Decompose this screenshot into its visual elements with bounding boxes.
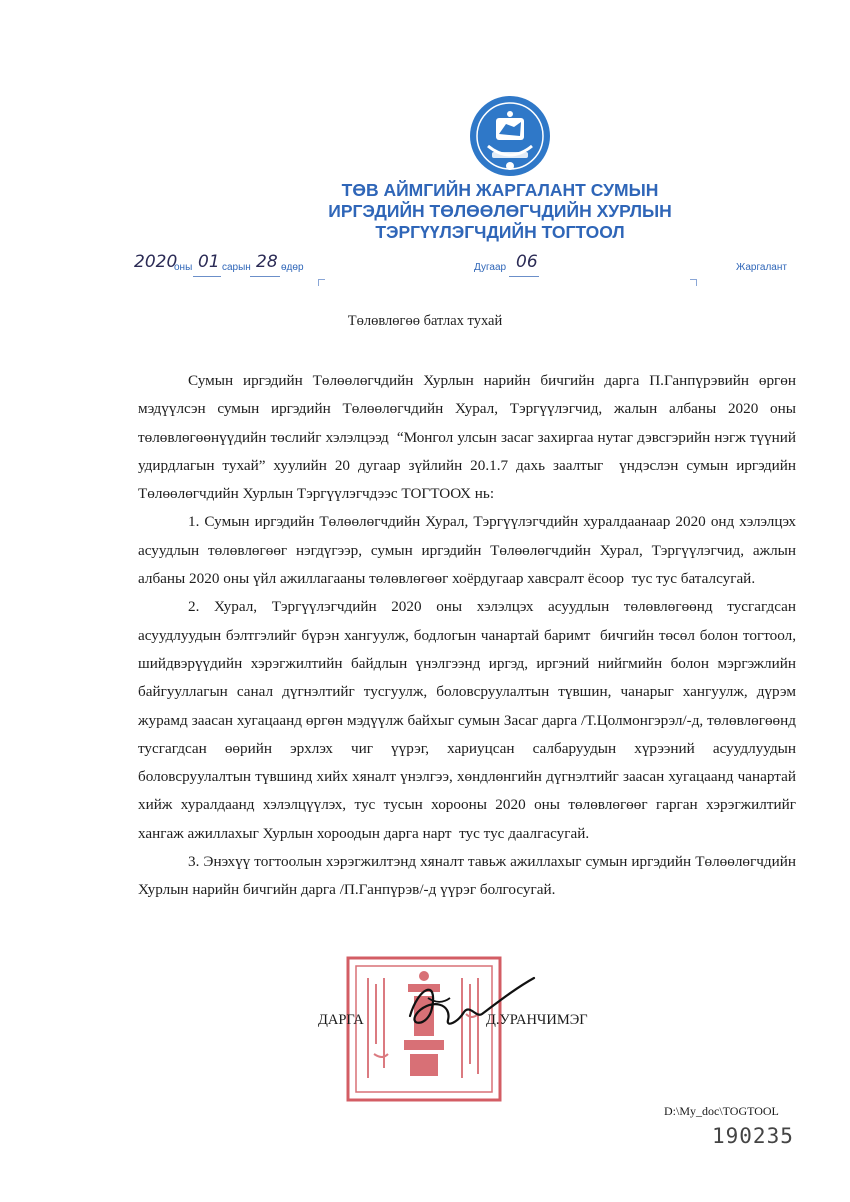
handwritten-number: 06 <box>516 252 538 272</box>
paragraph-item-3: 3. Энэхүү тогтоолын хэрэгжилтэнд хяналт тавьж ажиллахыг сумын иргэдийн Төлөөлөгчдийн Хурлын нарийн бичгийн дарга /П.Ганпүрэв/-д үүрэг болгосугай. <box>138 853 796 899</box>
header-line-1: ТӨВ АЙМГИЙН ЖАРГАЛАНТ СУМЫН <box>341 180 659 200</box>
year-label: оны <box>174 262 193 273</box>
header-line-3: ТЭРГҮҮЛЭГЧДИЙН ТОГТООЛ <box>375 222 625 242</box>
document-body <box>138 367 796 905</box>
month-underline <box>193 276 221 277</box>
paragraph-item-2: 2. Хурал, Тэргүүлэгчдийн 2020 оны хэлэлцэх асуудлын төлөвлөгөөнд тусгагдсан асуудлуудын бэлтгэлийг бүрэн хангуулж, бодлогын чанартай баримт бичгийн төсөл болон тогтоол, шийдвэрүүдийн хэрэгжилтийн байдлын үнэлгээнд иргэд, иргэний нийгмийн болон мэргэжлийн байгууллагын санал дүгнэлтийг тусгуулж, боловсруулалтын түвшин, чанарыг хангуулж, дүрэм журамд заасан хугацаанд өргөн мэдүүлж байхыг сумын Засаг дарга /Т.Цолмонгэрэл/-д, төлөвлөгөөнд тусгагдсан өөрийн эрхлэх чиг үүрэг, хариуцсан салбаруудын хүрээний асуудлуудын боловсруулалтын түвшинд хийх хяналт үнэлгээ, хөндлөнгийн дүгнэлтийг заасан хугацаанд чанартай хийж хуралдаанд хэлэлцүүлэх, тус тусын хорооны 2020 оны төлөвлөгөөг гарган хэрэгжилтийг хангаж ажиллахыг Хурлын хороодын дарга нарт тус тус даалгасугай. <box>138 598 796 842</box>
document-header <box>300 180 700 243</box>
signatory-title: ДАРГА <box>318 1012 364 1028</box>
header-line-2: ИРГЭДИЙН ТӨЛӨӨЛӨГЧДИЙН ХУРЛЫН <box>328 201 672 221</box>
month-label: сарын <box>222 262 251 273</box>
field-corner-right <box>690 279 697 286</box>
handwritten-month: 01 <box>198 252 220 272</box>
field-corner-left <box>318 279 325 286</box>
file-path: D:\My_doc\TOGTOOL <box>664 1104 779 1118</box>
number-label: Дугаар <box>474 262 507 273</box>
number-underline <box>509 276 539 277</box>
date-number-line <box>0 252 850 286</box>
handwritten-day: 28 <box>256 252 278 272</box>
handwritten-year: 2020 <box>134 252 178 272</box>
day-label: өдөр <box>281 262 304 273</box>
state-emblem-icon <box>468 94 552 178</box>
paragraph-item-1: 1. Сумын иргэдийн Төлөөлөгчдийн Хурал, Тэргүүлэгчдийн хуралдаанаар 2020 онд хэлэлцэх асуудлын төлөвлөгөөг нэгдүгээр, сумын иргэдийн Төлөөлөгчдийн Хурал, Тэргүүлэгчид, ажлын албаны 2020 оны үйл ажиллагааны төлөвлөгөөг хоёрдугаар хавсралт ёсоор тус тус баталсугай. <box>138 513 796 588</box>
archive-number: 190235 <box>712 1124 794 1148</box>
signatory-name: Д.УРАНЧИМЭГ <box>486 1012 588 1028</box>
document-title: Төлөвлөгөө батлах тухай <box>347 313 503 329</box>
paragraph-intro: Сумын иргэдийн Төлөөлөгчдийн Хурлын нарийн бичгийн дарга П.Ганпүрэвийн өргөн мэдүүлсэн сумын иргэдийн Төлөөлөгчдийн Хурал, Тэргүүлэгчид, жалын албаны 2020 оны төлөвлөгөөнүүдийн төслийг хэлэлцээд “Монгол улсын засаг захиргаа нутаг дэвсгэрийн нэгж түүний удирдлагын тухай” хуулийн 20 дугаар зүйлийн 20.1.7 дахь заалтыг үндэслэн сумын иргэдийн Төлөөлөгчдийн Хурлын Тэргүүлэгчдээс ТОГТООХ нь: <box>138 372 796 503</box>
place-label: Жаргалант <box>736 262 787 273</box>
day-underline <box>250 276 280 277</box>
